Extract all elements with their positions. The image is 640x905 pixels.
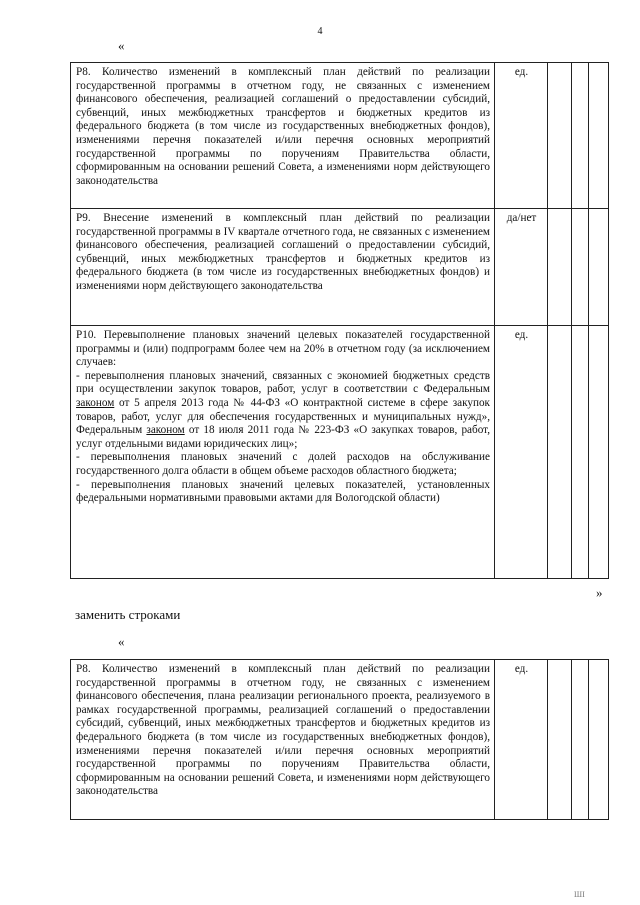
empty-cell [572,63,589,209]
opening-quote: « [118,634,125,649]
footer-mark: ШI [574,890,585,899]
indicators-table-old [70,62,609,579]
law-link[interactable]: законом [76,396,115,409]
indicator-unit: да/нет [495,209,548,326]
empty-cell [589,326,609,579]
indicator-description: Р9. Внесение изменений в комплексный план действий по реализации государственной программы в IV квартале отчетного года, не связанных с изменением финансового обеспечения, реализацией соглашений о предоставлении субсидий, субвенций, иных межбюджетных трансфертов и бюджетных кредитов из федерального бюджета (в том числе из государственных внебюджетных фондов) и изменениями норм действующего законодательства [71,209,495,326]
empty-cell [548,326,572,579]
empty-cell [589,63,609,209]
empty-cell [589,660,609,820]
opening-quote: « [118,38,125,53]
indicator-description [71,326,495,579]
indicator-paragraph [76,370,490,452]
table-row [71,209,609,326]
table-row [71,63,609,209]
replace-heading: заменить строками [75,607,181,622]
indicator-paragraph: Р10. Перевыполнение плановых значений целевых показателей государственной программы и (или) подпрограмм более чем на 20% в отчетном году (за исключением случаев: [76,329,490,369]
text-fragment: от 5 апреля 2013 года № 44-ФЗ «О контрактной системе в сфере закупок товаров, работ, услуг для обеспечения государственных и муниципальных нужд», Федеральным [76,396,490,437]
law-link[interactable]: законом [146,424,185,437]
empty-cell [589,209,609,326]
text-fragment: - перевыполнения плановых значений, связанных с экономией бюджетных средств при осуществлении закупок товаров, работ, услуг в соответствии с Федеральным [76,369,490,396]
empty-cell [548,209,572,326]
indicator-description: Р8. Количество изменений в комплексный план действий по реализации государственной программы в отчетном году, не связанных с изменением финансового обеспечения, плана реализации регионального проекта, реализуемого в рамках государственной программы, реализацией соглашений о предоставлении субсидий, субвенций, иных межбюджетных трансфертов и бюджетных кредитов из федерального бюджета (в том числе из государственных внебюджетных фондов), изменениями перечня показателей и/или перечня основных мероприятий государственной программы по поручениям Правительства области, сформированным на основании решений Совета, и изменениями норм действующего законодательства [71,660,495,820]
indicators-table-new [70,659,609,820]
indicator-unit: ед. [495,326,548,579]
indicator-description: Р8. Количество изменений в комплексный план действий по реализации государственной программы в отчетном году, не связанных с изменением финансового обеспечения, реализацией соглашений о предоставлении субсидий, субвенций, иных межбюджетных трансфертов и бюджетных кредитов из федерального бюджета (в том числе из государственных внебюджетных фондов), изменениями перечня показателей и/или перечня основных мероприятий государственной программы по поручениям Правительства области, сформированным на основании решений Совета, а изменениями норм действующего законодательства [71,63,495,209]
indicator-unit: ед. [495,63,548,209]
text-fragment: от 18 июля 2011 года № 223-ФЗ «О закупках товаров, работ, услуг отдельными видами юридических лиц»; [76,424,490,450]
empty-cell [548,63,572,209]
empty-cell [548,660,572,820]
table-row [71,326,609,579]
closing-quote: » [596,585,603,600]
empty-cell [572,326,589,579]
table-row [71,660,609,820]
indicator-unit: ед. [495,660,548,820]
indicator-paragraph: - перевыполнения плановых значений целевых показателей, установленных федеральными нормативными правовыми актами для Вологодской области) [76,478,490,505]
page-number: 4 [317,26,323,37]
empty-cell [572,209,589,326]
indicator-paragraph: - перевыполнения плановых значений с долей расходов на обслуживание государственного долга области в общем объеме расходов областного бюджета; [76,451,490,477]
empty-cell [572,660,589,820]
